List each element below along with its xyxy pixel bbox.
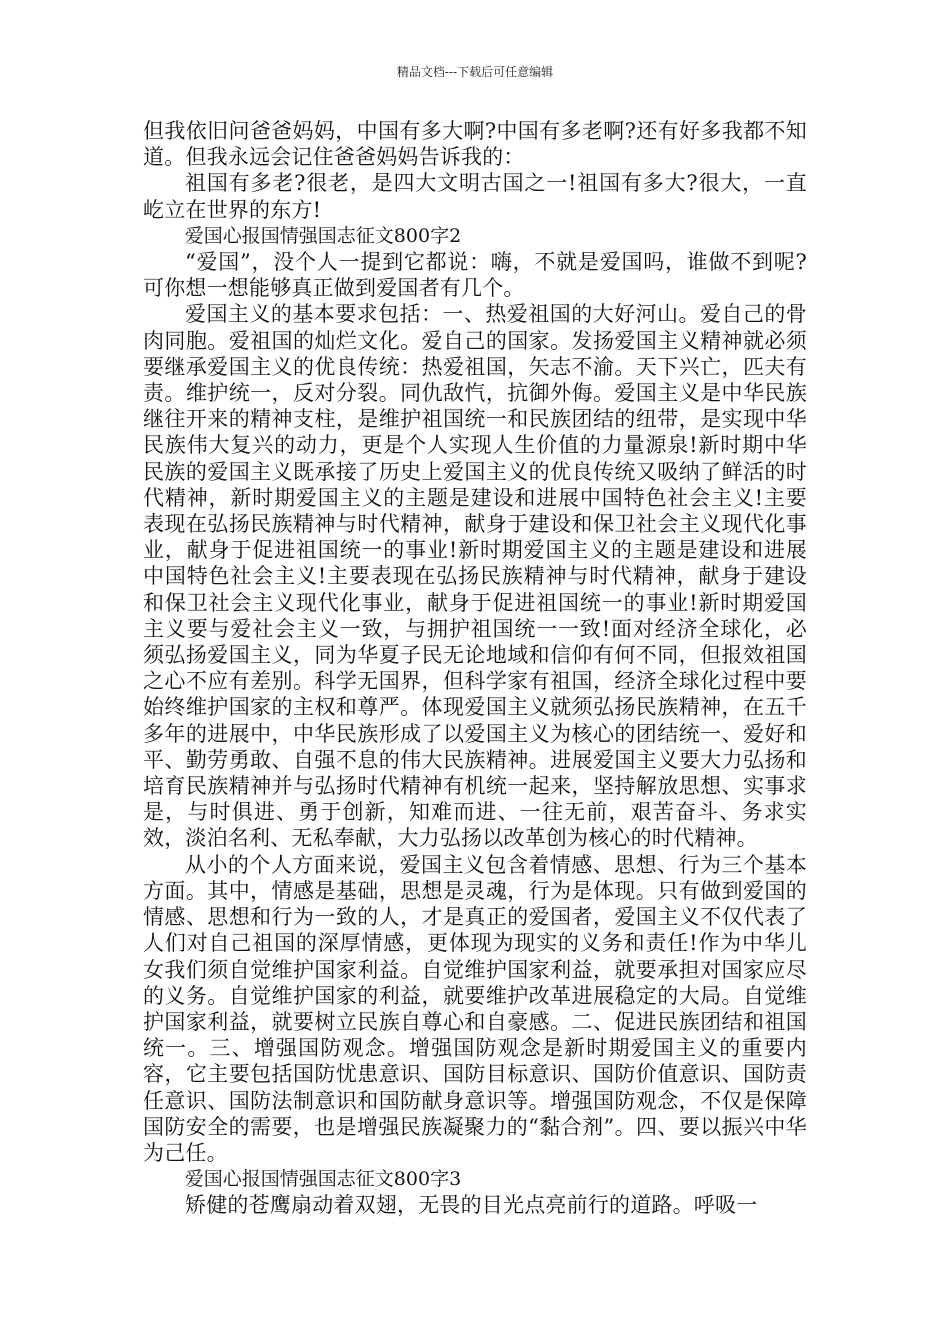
paragraph: 但我依旧问爸爸妈妈，中国有多大啊?中国有多老啊?还有好多我都不知道。但我永远会记住爸爸妈妈告诉我的： <box>143 119 807 170</box>
page-header: 精品文档---下载后可任意编辑 <box>396 65 554 79</box>
section-heading: 爱国心报国情强国志征文800字3 <box>184 1168 462 1191</box>
document-body <box>143 118 807 1219</box>
paragraph: “爱国”，没个人一提到它都说：嗨，不就是爱国吗，谁做不到呢?可你想一想能够真正做到爱国者有几个。 <box>143 250 807 301</box>
paragraph: 爱国主义的基本要求包括：一、热爱祖国的大好河山。爱自己的骨肉同胞。爱祖国的灿烂文化。爱自己的国家。发扬爱国主义精神就必须要继承爱国主义的优良传统：热爱祖国，矢志不渝。天下兴亡，匹夫有责。维护统一，反对分裂。同仇敌忾，抗御外侮。爱国主义是中华民族继往开来的精神支柱，是维护祖国统一和民族团结的纽带，是实现中华民族伟大复兴的动力，更是个人实现人生价值的力量源泉!新时期中华民族的爱国主义既承接了历史上爱国主义的优良传统又吸纳了鲜活的时代精神，新时期爱国主义的主题是建设和进展中国特色社会主义!主要表现在弘扬民族精神与时代精神，献身于建设和保卫社会主义现代化事业，献身于促进祖国统一的事业!新时期爱国主义的主题是建设和进展中国特色社会主义!主要表现在弘扬民族精神与时代精神，献身于建设和保卫社会主义现代化事业，献身于促进祖国统一的事业!新时期爱国主义要与爱社会主义一致，与拥护祖国统一一致!面对经济全球化，必须弘扬爱国主义，同为华夏子民无论地域和信仰有何不同，但报效祖国之心不应有差别。科学无国界，但科学家有祖国，经济全球化过程中要始终维护国家的主权和尊严。体现爱国主义就须弘扬民族精神，在五千多年的进展中，中华民族形成了以爱国主义为核心的团结统一、爱好和平、勤劳勇敢、自强不息的伟大民族精神。进展爱国主义要大力弘扬和培育民族精神并与弘扬时代精神有机统一起来，坚持解放思想、实事求是，与时俱进、勇于创新，知难而进、一往无前，艰苦奋斗、务求实效，淡泊名利、无私奉献，大力弘扬以改革创为核心的时代精神。 <box>143 302 807 851</box>
paragraph: 从小的个人方面来说，爱国主义包含着情感、思想、行为三个基本方面。其中，情感是基础，思想是灵魂，行为是体现。只有做到爱国的情感、思想和行为一致的人，才是真正的爱国者，爱国主义不仅代表了人们对自己祖国的深厚情感，更体现为现实的义务和责任!作为中华儿女我们须自觉维护国家利益。自觉维护国家利益，就要承担对国家应尽的义务。自觉维护国家的利益，就要维护改革进展稳定的大局。自觉维护国家利益，就要树立民族自尊心和自豪感。二、促进民族团结和祖国统一。三、增强国防观念。增强国防观念是新时期爱国主义的重要内容，它主要包括国防忧患意识、国防目标意识、国防价值意识、国防责任意识、国防法制意识和国防献身意识等。增强国防观念，不仅是保障国防安全的需要，也是增强民族凝聚力的“黏合剂”。四、要以振兴中华为己任。 <box>143 852 807 1165</box>
section-heading: 爱国心报国情强国志征文800字2 <box>184 224 462 247</box>
paragraph: 矫健的苍鹰扇动着双翅，无畏的目光点亮前行的道路。呼吸一 <box>185 1193 758 1218</box>
paragraph: 祖国有多老?很老，是四大文明古国之一!祖国有多大?很大，一直屹立在世界的东方! <box>143 171 807 222</box>
